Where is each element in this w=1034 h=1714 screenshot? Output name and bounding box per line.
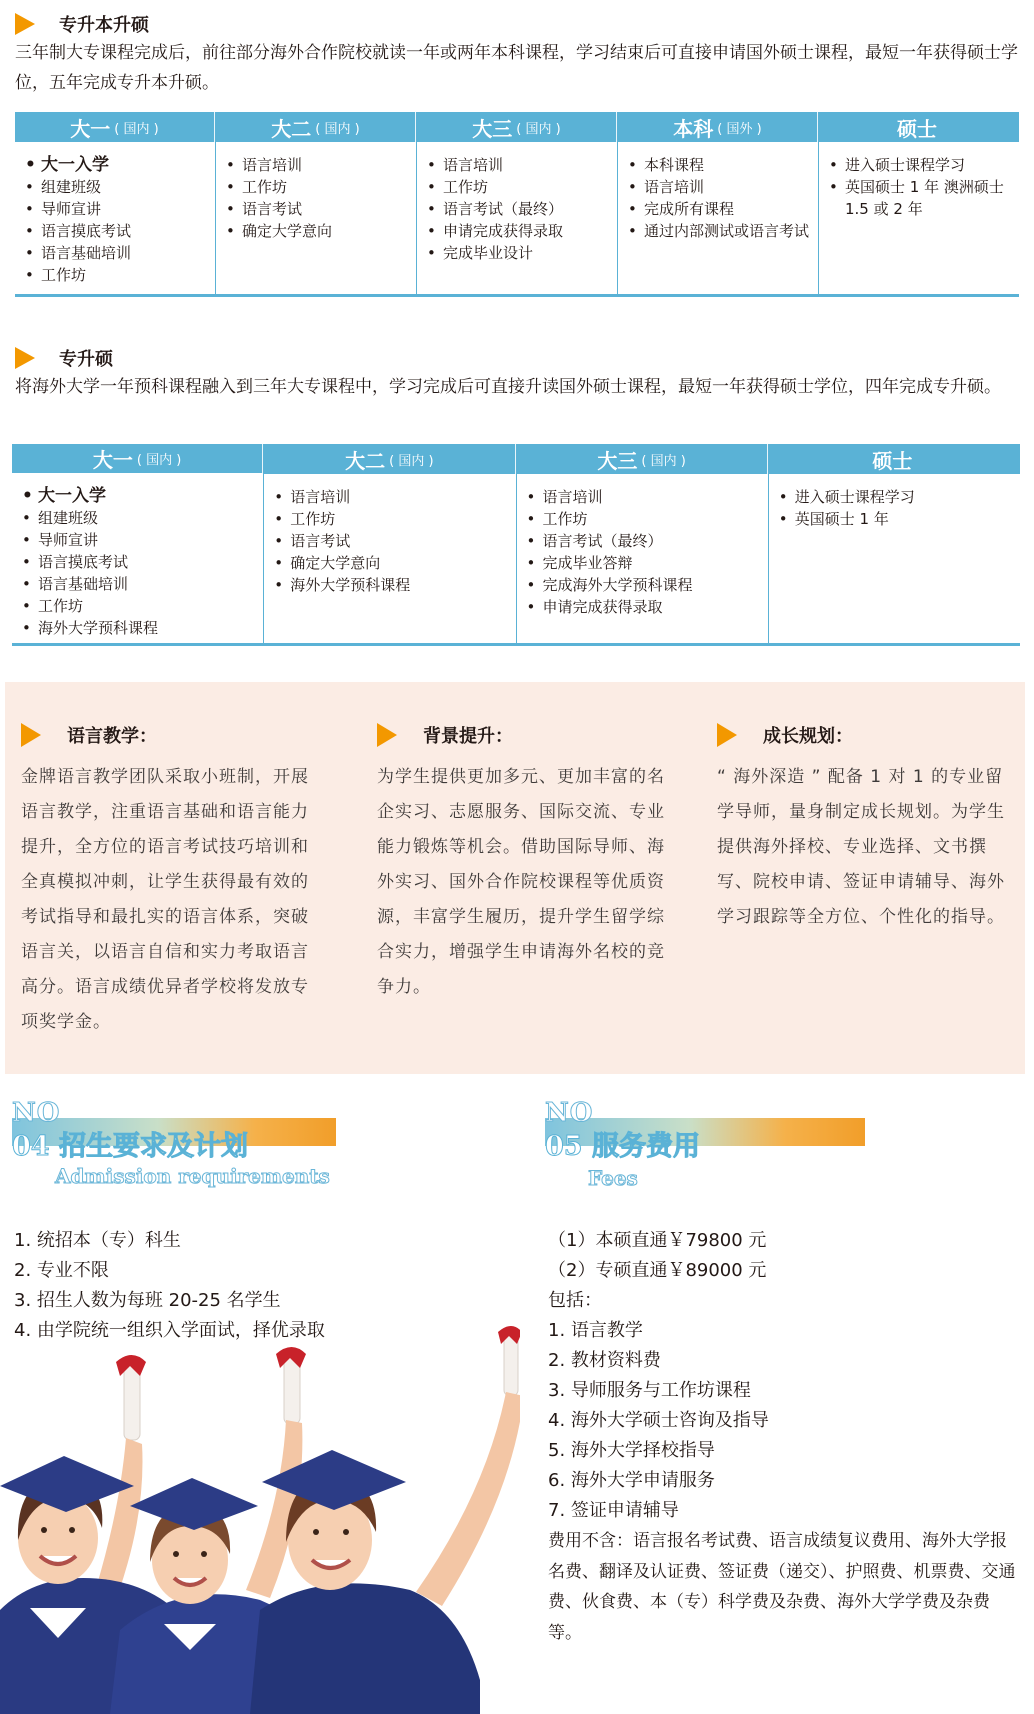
list-item: • 语言考试（最终） (427, 198, 611, 220)
feature-growth (717, 722, 1017, 935)
list-item: • 工作坊 (274, 508, 509, 530)
column-name: 硕士 (872, 448, 913, 473)
list-item: • 语言摸底考试 (25, 220, 209, 242)
list-item: 5. 海外大学择校指导 (548, 1440, 715, 1461)
list-item: • 组建班级 (25, 176, 209, 198)
list-item: • 导师宣讲 (22, 529, 257, 551)
diploma-icon (276, 1347, 306, 1424)
feature-body: 金牌语言教学团队采取小班制，开展语言教学，注重语言基础和语言能力提升，全方位的语言考试技巧培训和全真模拟冲刺，让学生获得最有效的考试指导和最扎实的语言体系，突破语言关，以语言自信和实力考取语言高分。语言成绩优异者学校将发放专项奖学金。 (21, 767, 309, 1032)
list-item: • 申请完成获得录取 (427, 220, 611, 242)
list-item: • 大一入学 (25, 154, 209, 176)
list-item: • 海外大学预科课程 (22, 617, 257, 639)
column-name: 大二 (271, 116, 312, 141)
list-item: • 语言培训 (427, 154, 611, 176)
price-line: （1）本硕直通￥79800 元 (548, 1230, 767, 1251)
list-item: • 本科课程 (628, 154, 812, 176)
list-item: • 申请完成获得录取 (527, 596, 762, 618)
list-item: 6. 海外大学申请服务 (548, 1470, 715, 1491)
column-name: 大三 (472, 116, 513, 141)
includes-label: 包括： (548, 1290, 602, 1311)
list-item: • 进入硕士课程学习 (829, 154, 1013, 176)
graduates-illustration (0, 1310, 520, 1714)
feature-language (21, 722, 321, 1040)
column-tag: ( 国内 ) (114, 121, 159, 137)
section2-description: 将海外大学一年预科课程融入到三年大专课程中，学习完成后可直接升读国外硕士课程，最短一年获得硕士学位，四年完成专升硕。 (15, 377, 1001, 397)
section2-timeline (12, 444, 1020, 646)
arrow-icon (15, 13, 35, 35)
diploma-icon (498, 1326, 520, 1396)
arrow-icon (717, 723, 737, 747)
list-item: 3. 导师服务与工作坊课程 (548, 1380, 751, 1401)
list-item: 2. 教材资料费 (548, 1350, 661, 1371)
feature-body: “ 海外深造 ” 配备 1 对 1 的专业留学导师，量身制定成长规划。为学生提供海外择校、专业选择、文书撰写、院校申请、签证申请辅导、海外学习跟踪等全方位、个性化的指导。 (717, 767, 1005, 927)
list-item: • 语言基础培训 (22, 573, 257, 595)
fees-list (548, 1226, 1018, 1648)
list-item: • 确定大学意向 (226, 220, 410, 242)
list-item: 4. 海外大学硕士咨询及指导 (548, 1410, 769, 1431)
list-item: • 导师宣讲 (25, 198, 209, 220)
feature-title: 语言教学： (67, 726, 157, 747)
section1-description: 三年制大专课程完成后，前往部分海外合作院校就读一年或两年本科课程，学习结束后可直接申请国外硕士课程，最短一年获得硕士学位，五年完成专升本升硕。 (15, 43, 1018, 93)
list-item: • 语言摸底考试 (22, 551, 257, 573)
feature-title: 成长规划： (763, 726, 853, 747)
price-line: （2）专硕直通￥89000 元 (548, 1260, 767, 1281)
column-tag: ( 国内 ) (389, 453, 434, 469)
fees-subtitle: Fees (588, 1166, 638, 1190)
list-item: • 语言培训 (527, 486, 762, 508)
section1-title: 专升本升硕 (59, 15, 149, 36)
arrow-icon (21, 723, 41, 747)
no-label: NO (545, 1098, 594, 1128)
list-item: 1. 统招本（专）科生 (14, 1230, 181, 1251)
diploma-icon (116, 1355, 146, 1440)
column-tag: ( 国内 ) (315, 121, 360, 137)
list-item: • 完成毕业设计 (427, 242, 611, 264)
list-item: • 语言培训 (274, 486, 509, 508)
timeline-column (417, 112, 618, 294)
column-name: 大三 (597, 448, 638, 473)
feature-title: 背景提升： (423, 726, 513, 747)
list-item: • 工作坊 (226, 176, 410, 198)
list-item: • 语言培训 (226, 154, 410, 176)
section1-heading (15, 11, 149, 37)
timeline-column (819, 112, 1019, 294)
list-item: • 完成所有课程 (628, 198, 812, 220)
column-name: 大一 (70, 116, 111, 141)
list-item: • 语言考试（最终） (527, 530, 762, 552)
list-item: • 英国硕士 1 年 澳洲硕士 1.5 或 2 年 (829, 176, 1013, 220)
feature-panel (5, 682, 1025, 1074)
timeline-column (769, 444, 1020, 643)
admission-title: 04 招生要求及计划 (12, 1131, 248, 1162)
timeline-column (15, 112, 216, 294)
list-item: • 语言考试 (226, 198, 410, 220)
list-item: • 工作坊 (527, 508, 762, 530)
timeline-column (517, 444, 769, 643)
section2-title: 专升硕 (59, 349, 113, 370)
timeline-column (216, 112, 417, 294)
list-item: • 工作坊 (22, 595, 257, 617)
list-item: 3. 招生人数为每班 20-25 名学生 (14, 1290, 281, 1311)
fees-note: 费用不含：语言报名考试费、语言成绩复议费用、海外大学报名费、翻译及认证费、签证费（递交）、护照费、机票费、交通费、伙食费、本（专）科学费及杂费、海外大学学费及杂费等。 (548, 1531, 1016, 1643)
list-item: • 工作坊 (427, 176, 611, 198)
section2-heading (15, 345, 113, 371)
column-name: 本科 (673, 116, 714, 141)
timeline-column (12, 444, 264, 643)
timeline-column (264, 444, 516, 643)
list-item: • 语言培训 (628, 176, 812, 198)
list-item: • 完成海外大学预科课程 (527, 574, 762, 596)
column-name: 大一 (92, 448, 133, 472)
list-item: • 语言基础培训 (25, 242, 209, 264)
list-item: • 确定大学意向 (274, 552, 509, 574)
column-name: 大二 (345, 448, 386, 473)
timeline-column (618, 112, 819, 294)
list-item: • 语言考试 (274, 530, 509, 552)
list-item: • 进入硕士课程学习 (779, 486, 1014, 508)
no-label: NO (12, 1098, 61, 1128)
list-item: • 海外大学预科课程 (274, 574, 509, 596)
feature-body: 为学生提供更加多元、更加丰富的名企实习、志愿服务、国际交流、专业能力锻炼等机会。借助国际导师、海外实习、国外合作院校课程等优质资源，丰富学生履历，提升学生留学综合实力，增强学生申请海外名校的竞争力。 (377, 767, 665, 997)
arrow-icon (377, 723, 397, 747)
fees-title: 05 服务费用 (545, 1131, 700, 1162)
column-name: 硕士 (897, 116, 937, 141)
list-item: 7. 签证申请辅导 (548, 1500, 679, 1521)
column-tag: ( 国内 ) (641, 453, 686, 469)
list-item: • 大一入学 (22, 485, 257, 507)
list-item: • 通过内部测试或语言考试 (628, 220, 812, 242)
column-tag: ( 国内 ) (516, 121, 561, 137)
admission-subtitle: Admission requirements (55, 1164, 330, 1188)
list-item: • 完成毕业答辩 (527, 552, 762, 574)
feature-background (377, 722, 677, 1005)
list-item: 2. 专业不限 (14, 1260, 109, 1281)
column-tag: ( 国内 ) (136, 453, 182, 468)
arrow-icon (15, 347, 35, 369)
section1-timeline (15, 112, 1019, 297)
list-item: 4. 由学院统一组织入学面试，择优录取 (14, 1320, 325, 1341)
list-item: • 组建班级 (22, 507, 257, 529)
column-tag: ( 国外 ) (717, 121, 762, 137)
list-item: 1. 语言教学 (548, 1320, 643, 1341)
list-item: • 工作坊 (25, 264, 209, 286)
list-item: • 英国硕士 1 年 (779, 508, 1014, 530)
